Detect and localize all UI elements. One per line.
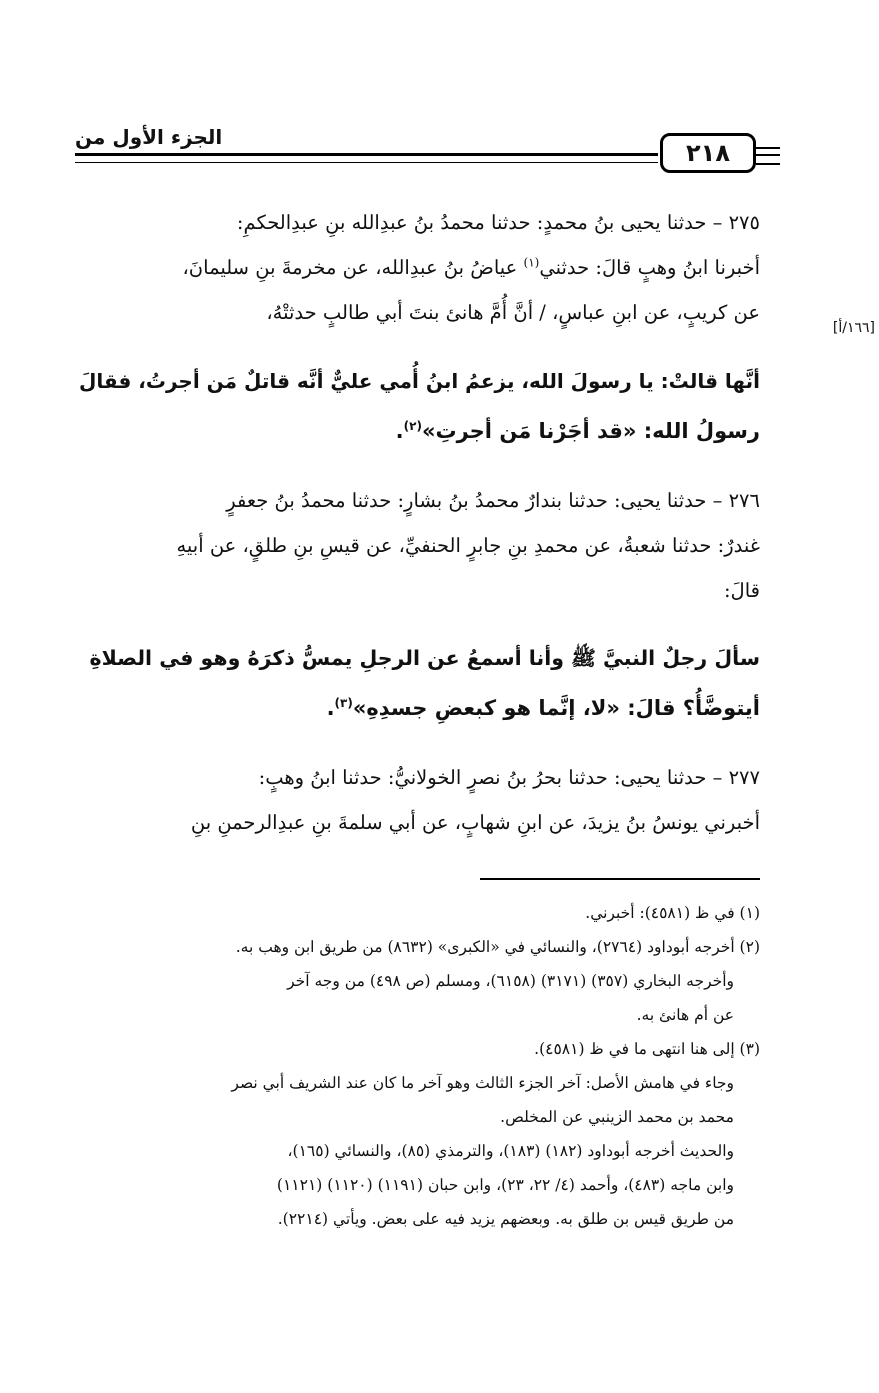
footnote-line: عن أم هانئ به.: [636, 1006, 734, 1024]
text-line: رسولُ الله: «قد أجَرْنا مَن أجرتِ»$^{(٢)}$.: [395, 419, 760, 443]
page-number: ٢١٨: [660, 133, 756, 173]
footnote-ref: (٢): [403, 419, 422, 433]
footnote-line: محمد بن محمد الزينبي عن المخلص.: [500, 1108, 734, 1126]
footnote-ref: (١): [523, 255, 540, 270]
footnote-line: والحديث أخرجه أبوداود (١٨٢) (١٨٣)، والترمذي (٨٥)، والنسائي (١٦٥)،: [287, 1142, 734, 1160]
header-rule-ornament: [756, 147, 780, 165]
text-line: أيتوضَّأُ؟ قالَ: «لا، إنَّما هو كبعضِ جسدِهِ»$^{(٣)}$.: [326, 696, 760, 720]
text-line: [75, 245, 760, 290]
text-line: أنَّها قالتْ: يا رسولَ الله، يزعمُ ابنُ أُمي عليٌّ أنَّه قاتلٌ مَن أجرتُ، فقالَ: [78, 369, 760, 393]
footnote-separator: [480, 878, 760, 880]
page-header: [75, 125, 780, 185]
text-line: قالَ:: [723, 579, 760, 602]
footnote-line: وجاء في هامش الأصل: آخر الجزء الثالث وهو آخر ما كان عند الشريف أبي نصر: [231, 1074, 734, 1092]
hadith-277-isnad: [75, 755, 760, 845]
text-line: ٢٧٥ – حدثنا يحيى بنُ محمدٍ: حدثنا محمدُ بنُ عبدِالله بنِ عبدِالحكمِ:: [236, 211, 760, 234]
footnote-line: (٢) أخرجه أبوداود (٢٧٦٤)، والنسائي في «الكبرى» (٨٦٣٢) من طريق ابن وهب به.: [235, 938, 760, 956]
text-line: عن كريبٍ، عن ابنِ عباسٍ، / أنَّ أُمَّ هانئ بنتَ أبي طالبٍ حدثتْهُ،: [266, 301, 760, 324]
text-line: غندرٌ: حدثنا شعبةُ، عن محمدِ بنِ جابرٍ الحنفيِّ، عن قيسِ بنِ طلقٍ، عن أبيهِ: [176, 534, 760, 557]
hadith-276-isnad: [75, 478, 760, 613]
footnote-line: (٣) إلى هنا انتهى ما في ظ (٤٥٨١).: [534, 1040, 760, 1058]
footnote-line: وابن ماجه (٤٨٣)، وأحمد (٤/ ٢٢، ٢٣)، وابن حبان (١١٩١) (١١٢٠) (١١٢١): [276, 1176, 734, 1194]
text-segment: أخبرنا ابنُ وهبٍ قالَ: حدثني: [539, 256, 760, 279]
hadith-275-matn: [75, 356, 760, 456]
hadith-275-isnad: [75, 200, 760, 335]
text-line: أخبرني يونسُ بنُ يزيدَ، عن ابنِ شهابٍ، عن أبي سلمةَ بنِ عبدِالرحمنِ بنِ: [190, 811, 760, 834]
footnote-line: وأخرجه البخاري (٣٥٧) (٣١٧١) (٦١٥٨)، ومسلم (ص ٤٩٨) من وجه آخر: [287, 972, 734, 990]
hadith-276-matn: [75, 633, 760, 733]
manuscript-folio-note: [١٦٦/أ]: [832, 320, 875, 336]
header-rule: [75, 153, 658, 163]
footnote-line: من طريق قيس بن طلق به. وبعضهم يزيد فيه على بعض. ويأتي (٢٢١٤).: [277, 1210, 734, 1228]
footnote-line: (١) في ظ (٤٥٨١): أخبرني.: [585, 904, 760, 922]
text-segment: أيتوضَّأُ؟ قالَ: «لا، إنَّما هو كبعضِ جسدِهِ»: [352, 696, 760, 720]
text-line: سألَ رجلٌ النبيَّ ﷺ وأنا أسمعُ عن الرجلِ يمسُّ ذكرَهُ وهو في الصلاةِ: [89, 646, 760, 670]
footnotes: [75, 896, 760, 1236]
running-title: الجزء الأول من: [75, 125, 223, 149]
text-line: ٢٧٦ – حدثنا يحيى: حدثنا بندارٌ محمدُ بنُ بشارٍ: حدثنا محمدُ بنُ جعفرٍ: [226, 489, 760, 512]
text-segment: رسولُ الله: «قد أجَرْنا مَن أجرتِ»: [421, 419, 760, 443]
text-segment: عياضُ بنُ عبدِالله، عن مخرمةَ بنِ سليمانَ،: [182, 256, 518, 279]
footnote-ref: (٣): [334, 696, 353, 710]
text-line: ٢٧٧ – حدثنا يحيى: حدثنا بحرُ بنُ نصرٍ الخولانيُّ: حدثنا ابنُ وهبٍ:: [258, 766, 760, 789]
